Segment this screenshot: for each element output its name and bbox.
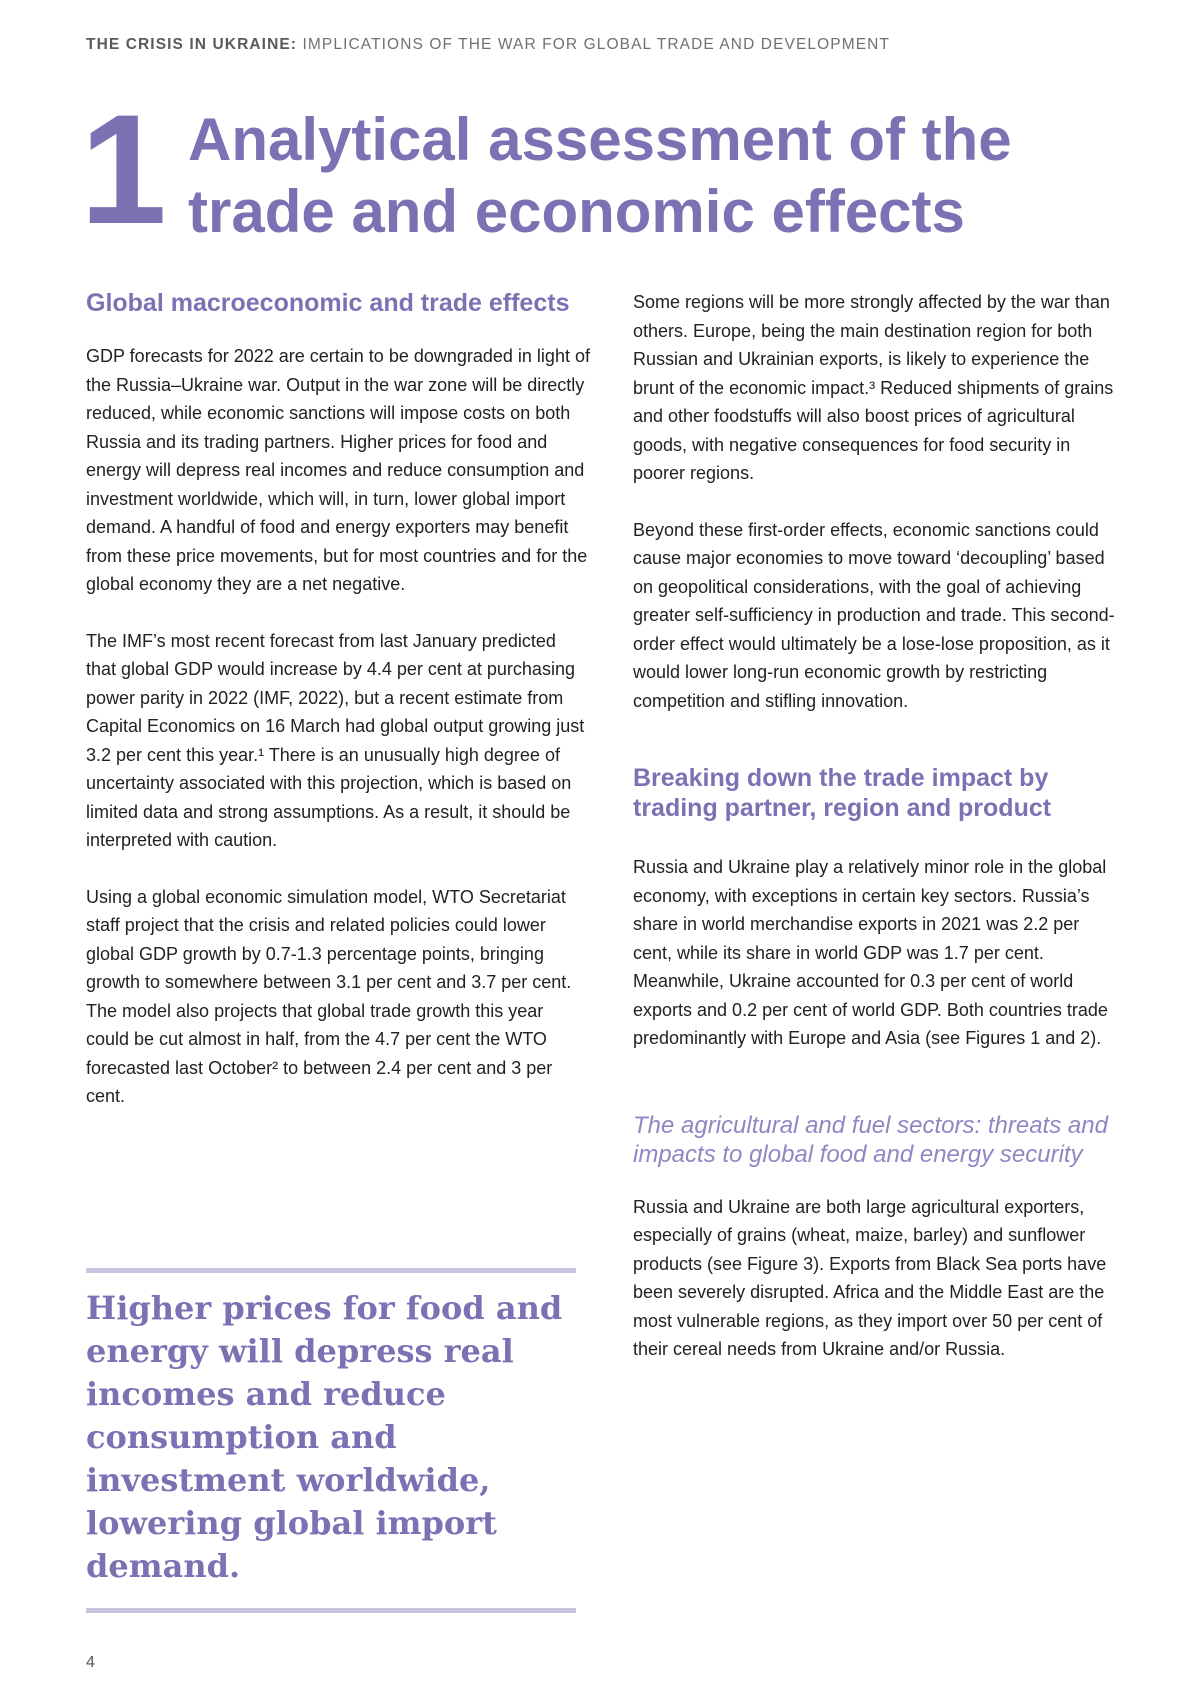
running-header-subtitle: IMPLICATIONS OF THE WAR FOR GLOBAL TRADE AND DEVELOPMENT [302, 36, 891, 53]
paragraph-wto-simulation: Using a global economic simulation model, WTO Secretariat staff project that the crisis and related policies could lower global GDP growth by 0.7-1.3 percentage points, bringing growth to somewhere between 3.1 per cent and 3.7 per cent. The model also projects that global trade growth this year could be cut almost in half, from the 4.7 per cent the WTO forecasted last October² to between 2.4 per cent and 3 per cent. [86, 886, 572, 1106]
section-heading-macroeconomic: Global macroeconomic and trade effects [86, 289, 570, 317]
pull-quote [86, 1268, 576, 1613]
pull-quote-top-rule [86, 1268, 576, 1273]
running-header-series: THE CRISIS IN UKRAINE: [86, 36, 298, 53]
paragraph-russia-ukraine-role: Russia and Ukraine play a relatively minor role in the global economy, with exceptions in certain key sectors. Russia’s share in world merchandise exports in 2021 was 2.2 per cent, while its share in world GDP was 1.7 per cent. Meanwhile, Ukraine accounted for 0.3 per cent of world exports and 0.2 per cent of world GDP. Both countries trade predominantly with Europe and Asia (see Figures 1 and 2). [633, 857, 1108, 1048]
right-column [633, 288, 1123, 1392]
running-header [86, 36, 890, 54]
page-number: 4 [86, 1654, 95, 1671]
section-heading-trade-impact: Breaking down the trade impact by trading partner, region and product [633, 764, 1052, 822]
pull-quote-text: Higher prices for food and energy will depress real incomes and reduce consumption and investment worldwide, lowering global import demand. [86, 1289, 563, 1585]
paragraph-agricultural-exporters: Russia and Ukraine are both large agricultural exporters, especially of grains (wheat, maize, barley) and sunflower products (see Figure 3). Exports from Black Sea ports have been severely disrupted. Africa and the Middle East are the most vulnerable regions, as they import over 50 per cent of their cereal needs from Ukraine and/or Russia. [633, 1196, 1107, 1359]
subheading-agricultural-fuel: The agricultural and fuel sectors: threats and impacts to global food and energy security [633, 1111, 1108, 1168]
paragraph-regional-effects: Some regions will be more strongly affected by the war than others. Europe, being the main destination region for both Russian and Ukrainian exports, is likely to experience the brunt of the economic impact.³ Reduced shipments of grains and other foodstuffs will also boost prices of agricultural goods, with negative consequences for food security in poorer regions. [633, 292, 1114, 483]
paragraph-gdp-forecasts: GDP forecasts for 2022 are certain to be downgraded in light of the Russia–Ukraine war. Output in the war zone will be directly reduced, while economic sanctions will impose costs on both Russia and its trading partners. Higher prices for food and energy will depress real incomes and reduce consumption and investment worldwide, which will, in turn, lower global import demand. A handful of food and energy exporters may benefit from these price movements, but for most countries and for the global economy they are a net negative. [86, 346, 590, 594]
paragraph-imf-forecast: The IMF’s most recent forecast from last January predicted that global GDP would increase by 4.4 per cent at purchasing power parity in 2022 (IMF, 2022), but a recent estimate from Capital Economics on 16 March had global output growing just 3.2 per cent this year.¹ There is an unusually high degree of uncertainty associated with this projection, which is based on limited data and strong assumptions. As a result, it should be interpreted with caution. [86, 630, 585, 850]
chapter-title: Analytical assessment of the trade and economic effects [188, 106, 1012, 245]
left-column [86, 288, 590, 1139]
pull-quote-bottom-rule [86, 1608, 576, 1613]
chapter-number: 1 [80, 83, 161, 257]
paragraph-decoupling: Beyond these first-order effects, economic sanctions could cause major economies to move toward ‘decoupling’ based on geopolitical considerations, with the goal of achieving greater self-sufficiency in production and trade. This second-order effect would ultimately be a lose-lose proposition, as it would lower long-run economic growth by restricting competition and stifling innovation. [633, 519, 1115, 711]
